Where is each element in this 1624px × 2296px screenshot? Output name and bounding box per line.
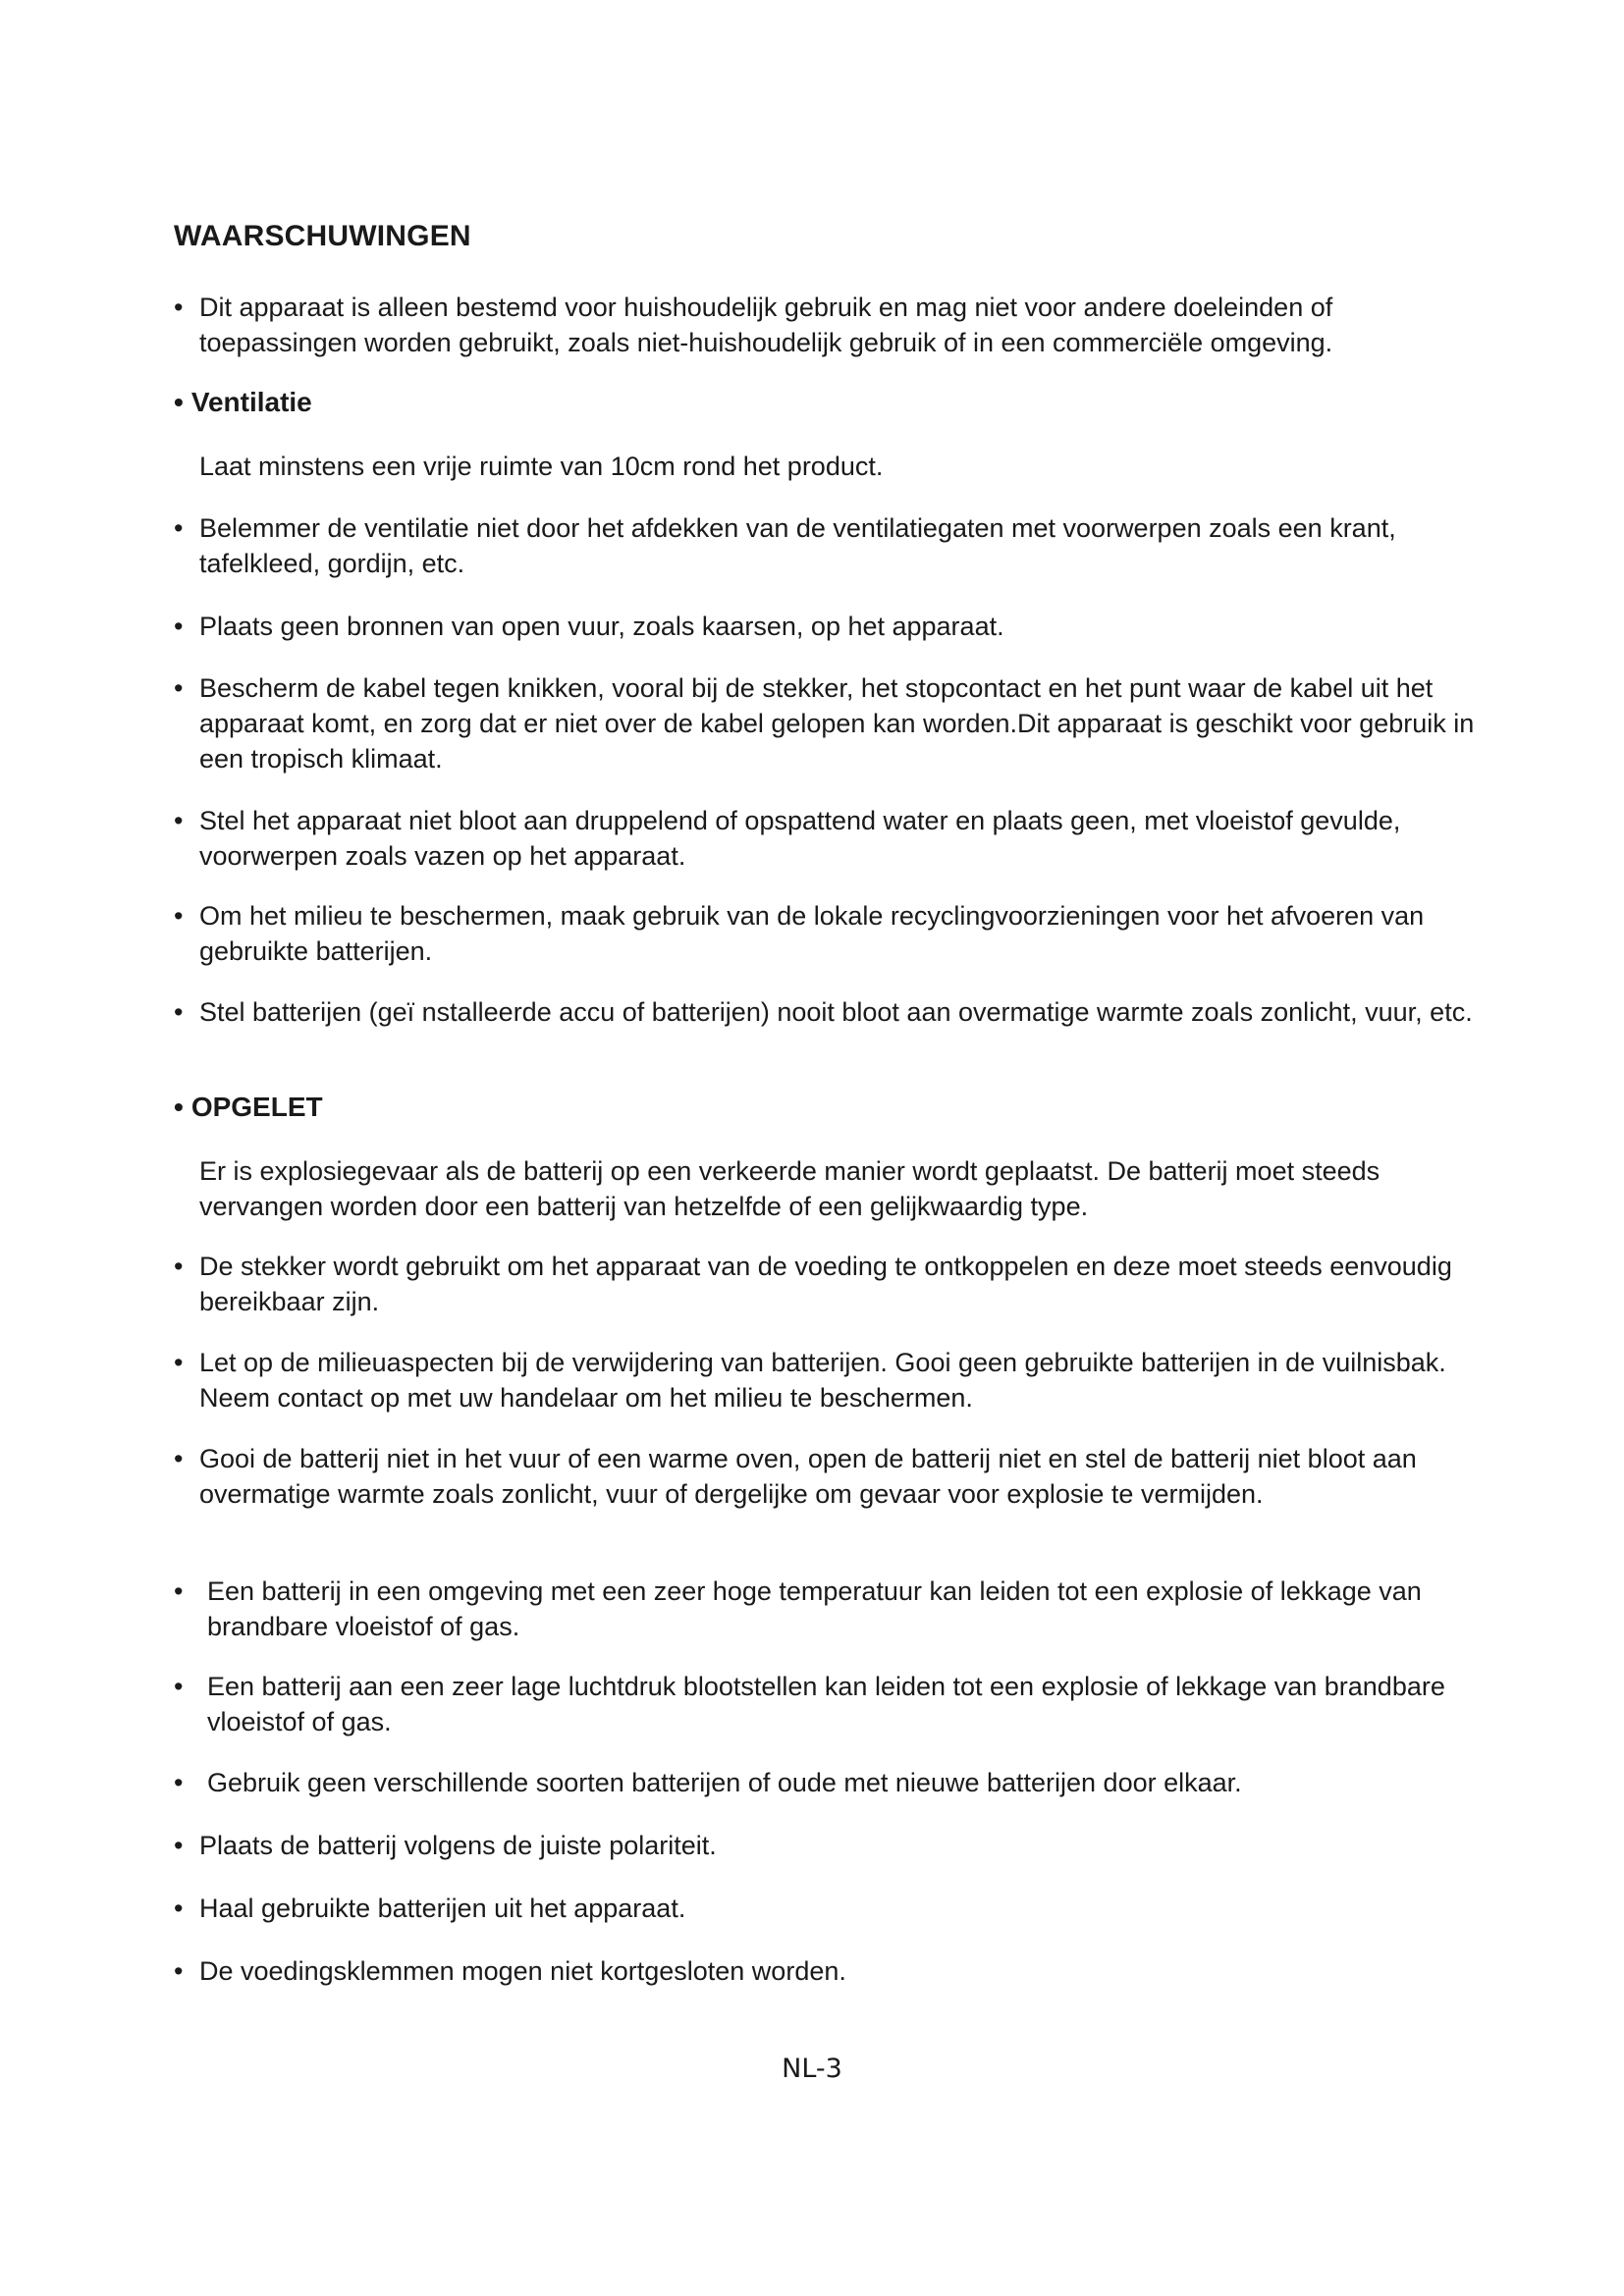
- warning-item: [174, 1953, 1489, 1989]
- bullet: •: [174, 806, 184, 835]
- warning-item: [174, 803, 1489, 874]
- caution-heading: [174, 1090, 323, 1125]
- warning-item: [174, 1574, 1489, 1644]
- caution-title: OPGELET: [190, 1092, 323, 1122]
- warning-text: Dit apparaat is alleen bestemd voor huishoudelijk gebruik en mag niet voor andere doeleinden of toepassingen worden gebruikt, zoals niet-huishoudelijk gebruik of in een commerciële omgeving.: [199, 293, 1333, 357]
- warning-item: [174, 609, 1489, 644]
- page-number: NL-3: [782, 2054, 842, 2084]
- warning-item: [174, 994, 1489, 1030]
- warning-text: Om het milieu te beschermen, maak gebruik van de lokale recyclingvoorzieningen voor het afvoeren van gebruikte batterijen.: [199, 901, 1425, 966]
- bullet: •: [174, 1252, 184, 1281]
- bullet: •: [174, 1894, 184, 1923]
- warning-item: [174, 1828, 1489, 1863]
- warning-text: Gooi de batterij niet in het vuur of een warme oven, open de batterij niet en stel de batterij niet bloot aan overmatige warmte zoals zonlicht, vuur of dergelijke om gevaar voor explosie te vermijden.: [199, 1444, 1417, 1509]
- warning-text: Stel het apparaat niet bloot aan druppelend of opspattend water en plaats geen, met vloeistof gevulde, voorwerpen zoals vazen op het apparaat.: [199, 806, 1401, 871]
- warning-item: [174, 898, 1489, 969]
- bullet: •: [174, 673, 184, 703]
- page-heading: WAARSCHUWINGEN: [174, 220, 471, 252]
- warning-text: De stekker wordt gebruikt om het apparaat van de voeding te ontkoppelen en deze moet steeds eenvoudig bereikbaar zijn.: [199, 1252, 1452, 1316]
- bullet: •: [174, 1768, 184, 1797]
- bullet: •: [174, 901, 184, 931]
- ventilation-heading: [174, 385, 312, 420]
- bullet: •: [174, 513, 184, 543]
- warning-item: [174, 1345, 1489, 1415]
- warning-text: Gebruik geen verschillende soorten batterijen of oude met nieuwe batterijen door elkaar.: [207, 1768, 1242, 1797]
- bullet: •: [174, 1956, 184, 1986]
- bullet: •: [174, 997, 184, 1027]
- bullet: •: [174, 1672, 184, 1701]
- bullet: •: [174, 1092, 184, 1122]
- caution-text: Er is explosiegevaar als de batterij op een verkeerde manier wordt geplaatst. De batterij moet steeds vervangen worden door een batterij van hetzelfde of een gelijkwaardig type.: [199, 1156, 1380, 1221]
- warning-item: [174, 1765, 1489, 1800]
- ventilation-title: Ventilatie: [190, 387, 312, 417]
- bullet: •: [174, 1576, 184, 1606]
- warning-item: [174, 1249, 1489, 1319]
- warning-item: [174, 1669, 1489, 1739]
- bullet: •: [174, 1831, 184, 1860]
- warning-text: Plaats geen bronnen van open vuur, zoals kaarsen, op het apparaat.: [199, 612, 1004, 641]
- warning-text: De voedingsklemmen mogen niet kortgesloten worden.: [199, 1956, 846, 1986]
- warning-item: [174, 510, 1489, 581]
- bullet: •: [174, 1348, 184, 1377]
- warning-text: Let op de milieuaspecten bij de verwijdering van batterijen. Gooi geen gebruikte batterijen in de vuilnisbak. Neem contact op met uw handelaar om het milieu te beschermen.: [199, 1348, 1446, 1413]
- warning-text: Bescherm de kabel tegen knikken, vooral bij de stekker, het stopcontact en het punt waar de kabel uit het apparaat komt, en zorg dat er niet over de kabel gelopen kan worden.Dit apparaat is geschikt voor gebruik in een tropisch klimaat.: [199, 673, 1475, 774]
- warning-item: [174, 1891, 1489, 1926]
- ventilation-text: Laat minstens een vrije ruimte van 10cm rond het product.: [199, 452, 884, 481]
- warning-text: Haal gebruikte batterijen uit het apparaat.: [199, 1894, 686, 1923]
- warning-text: Belemmer de ventilatie niet door het afdekken van de ventilatiegaten met voorwerpen zoals een krant, tafelkleed, gordijn, etc.: [199, 513, 1396, 578]
- warning-item: [174, 1441, 1489, 1512]
- warning-text: Een batterij in een omgeving met een zeer hoge temperatuur kan leiden tot een explosie of lekkage van brandbare vloeistof of gas.: [207, 1576, 1422, 1641]
- warning-item: [174, 670, 1489, 776]
- warning-text: Plaats de batterij volgens de juiste polariteit.: [199, 1831, 717, 1860]
- bullet: •: [174, 293, 184, 322]
- warning-text: Een batterij aan een zeer lage luchtdruk blootstellen kan leiden tot een explosie of lekkage van brandbare vloeistof of gas.: [207, 1672, 1445, 1736]
- bullet: •: [174, 1444, 184, 1473]
- bullet: •: [174, 387, 184, 417]
- bullet: •: [174, 612, 184, 641]
- warning-item: [174, 290, 1489, 360]
- warning-text: Stel batterijen (geï nstalleerde accu of batterijen) nooit bloot aan overmatige warmte zoals zonlicht, vuur, etc.: [199, 997, 1473, 1027]
